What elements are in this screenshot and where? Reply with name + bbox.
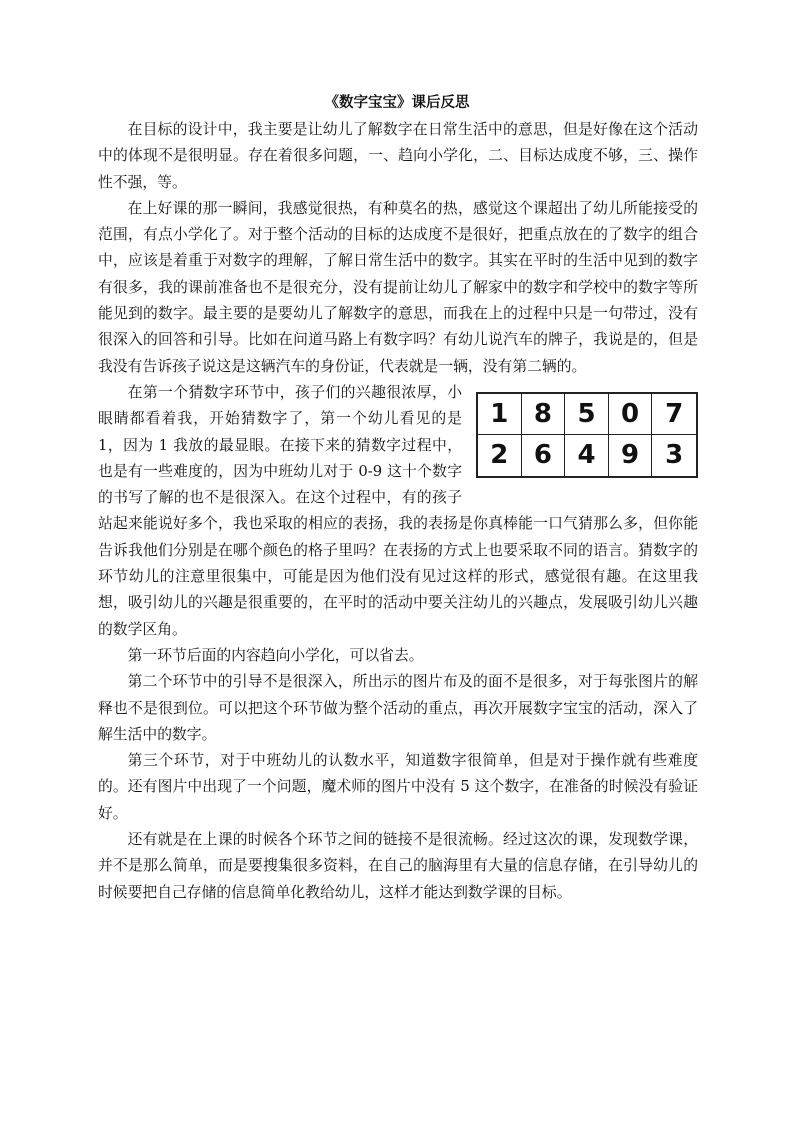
paragraph-7: 还有就是在上课的时候各个环节之间的链接不是很流畅。经过这次的课，发现数学课，并不是那么简单，而是要搜集很多资料，在自己的脑海里有大量的信息存储，在引导幼儿的时候要把自己存储的信息简单化教给幼儿，这样才能达到数学课的目标。 — [98, 831, 698, 901]
number-grid-image — [476, 392, 698, 478]
grid-cell: 6 — [522, 435, 566, 476]
grid-cell: 7 — [652, 394, 696, 435]
grid-cell: 5 — [565, 394, 609, 435]
grid-cell: 4 — [565, 435, 609, 476]
grid-cell: 8 — [522, 394, 566, 435]
grid-cell: 3 — [665, 440, 684, 471]
paragraph-5: 第二个环节中的引导不是很深入，所出示的图片布及的面不是很多，对于每张图片的解释也不是很到位。可以把这个环节做为整个活动的重点，再次开展数字宝宝的活动，深入了解生活中的数字。 — [98, 673, 698, 743]
paragraph-4: 第一环节后面的内容趋向小学化，可以省去。 — [127, 646, 424, 664]
grid-cell: 9 — [609, 435, 653, 476]
paragraph-2: 在上好课的那一瞬间，我感觉很热，有种莫名的热，感觉这个课超出了幼儿所能接受的范围，有点小学化了。对于整个活动的目标的达成度不是很好，把重点放在的了数字的组合中，应该是着重于对数字的理解，了解日常生活中的数字。其实在平时的生活中见到的数字有很多，我的课前准备也不是很充分，没有提前让幼儿了解家中的数字和学校中的数字等所能见到的数字。最主要的是要幼儿了解数字的意思，而我在上的过程中只是一句带过，没有很深入的回答和引导。比如在问道马路上有数字吗？有幼儿说汽车的牌子，我说是的，但是我没有告诉孩子说这是这辆汽车的身份证，代表就是一辆，没有第二辆的。 — [98, 199, 698, 375]
grid-cell: 2 — [478, 435, 522, 476]
document-body — [98, 117, 698, 906]
paragraph-3: 在第一个猜数字环节中，孩子们的兴趣很浓厚，小眼睛都看着我，开始猜数字了，第一个幼儿看见的是 1，因为 1 我放的最显眼。在接下来的猜数字过程中，也是有一些难度的，因为中班幼儿对于 0-9 这十个数字的书写了解的也不是很深入。在这个过程中，有的孩子站起来能说好多个，我也采取的相应的表扬，我的表扬是你真棒能一口气猜那么多，但你能告诉我他们分别是在哪个颜色的格子里吗？在表扬的方式上也要采取不同的语言。猜数字的环节幼儿的注意里很集中，可能是因为他们没有见过这样的形式，感觉很有趣。在这里我想，吸引幼儿的兴趣是很重要的，在平时的活动中要关注幼儿的兴趣点，发展吸引幼儿兴趣的数学区角。 — [98, 383, 698, 638]
grid-cell: 1 — [478, 394, 522, 435]
grid-cell: 0 — [609, 394, 653, 435]
paragraph-1: 在目标的设计中，我主要是让幼儿了解数字在日常生活中的意思，但是好像在这个活动中的体现不是很明显。存在着很多问题，一、趋向小学化，二、目标达成度不够，三、操作性不强，等。 — [98, 121, 698, 191]
document-title: 《数字宝宝》课后反思 — [324, 94, 470, 111]
paragraph-6: 第三个环节，对于中班幼儿的认数水平，知道数字很简单，但是对于操作就有些难度的。还有图片中出现了一个问题，魔术师的图片中没有 5 这个数字，在准备的时候没有验证好。 — [98, 752, 698, 822]
